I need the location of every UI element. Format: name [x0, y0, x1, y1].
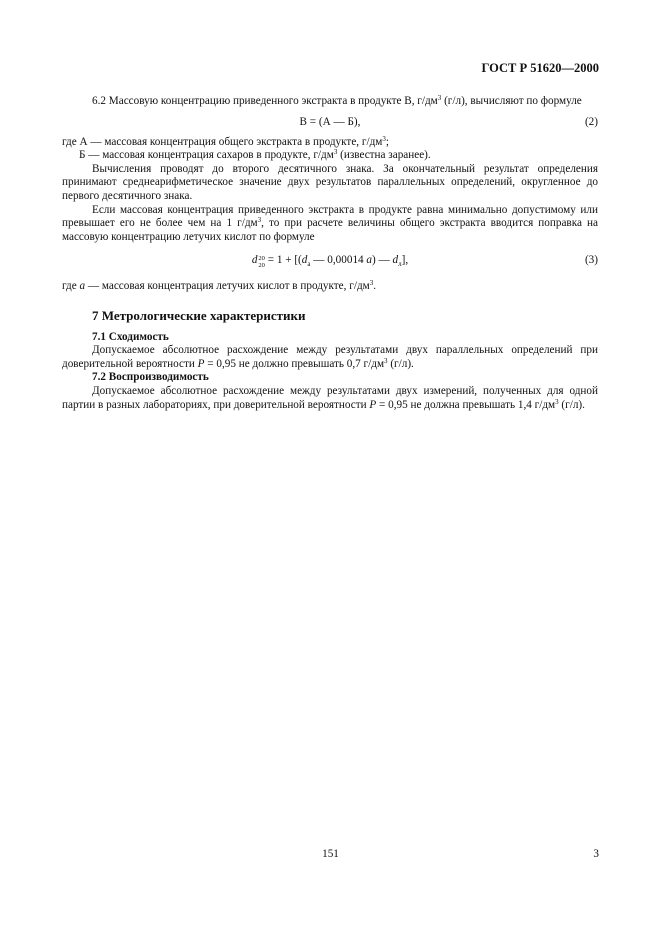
paragraph-correction: Если массовая концентрация приведенного экстракта в продукте равна минимально допустимому или превышает его не более чем на 1 $г/дм^3$, то при расчете величины общего экстракта вводится поправка на массовую концентрацию летучих кислот по формуле — [62, 203, 598, 243]
formula-3 — [62, 248, 598, 274]
paragraph-calculation: Вычисления проводят до второго десятичного знака. За окончательный результат определения принимают среднеарифметическое значение двух результатов параллельных определений, округленное до первого десятичного знака. — [62, 162, 598, 202]
subsection-7-1-title: 7.1 Сходимость — [92, 330, 169, 343]
formula-2-number: (2) — [584, 115, 598, 128]
document-header: ГОСТ Р 51620—2000 — [481, 61, 599, 75]
where-a: где А — массовая концентрация общего экстракта в продукте, $г/дм^3$; — [62, 134, 389, 148]
subsection-7-1-text: Допускаемое абсолютное расхождение между результатами двух параллельных определений при доверительной вероятности P = 0,95 не должно превышать 0,7 $г/дм^3$ (г/л). — [62, 344, 598, 370]
page-number-center: 151 — [322, 848, 339, 860]
page-number-right: 3 — [593, 848, 599, 860]
paragraph-6-2: 6.2 Массовую концентрацию приведенного экстракта в продукте В, $г/дм^3$ (г/л), вычисляют по формуле — [92, 94, 582, 107]
formula-3-number: (3) — [584, 254, 598, 267]
formula-3-expression: d 20 20 = $1 + [(d_а$ — 0,00014 a) — $d_л$], — [251, 254, 409, 270]
subsection-7-2-text: Допускаемое абсолютное расхождение между результатами двух измерений, полученных для одной партии в разных лабораториях, при доверительной вероятности P = 0,95 не должна превышать 1,4 $г/дм^3$ (г/л). — [62, 384, 598, 411]
subsection-7-2-title: 7.2 Воспроизводимость — [92, 371, 209, 384]
formula-2-expression: В = (А — Б), — [299, 115, 361, 128]
section-7-title: 7 Метрологические характеристики — [92, 307, 306, 323]
document-body — [62, 95, 598, 412]
where-b: Б — массовая концентрация сахаров в продукте, $г/дм^3$ (известна заранее). — [79, 148, 431, 162]
formula-2 — [62, 113, 598, 133]
where-c: где a — массовая концентрация летучих кислот в продукте, $г/дм^3$. — [62, 279, 377, 293]
